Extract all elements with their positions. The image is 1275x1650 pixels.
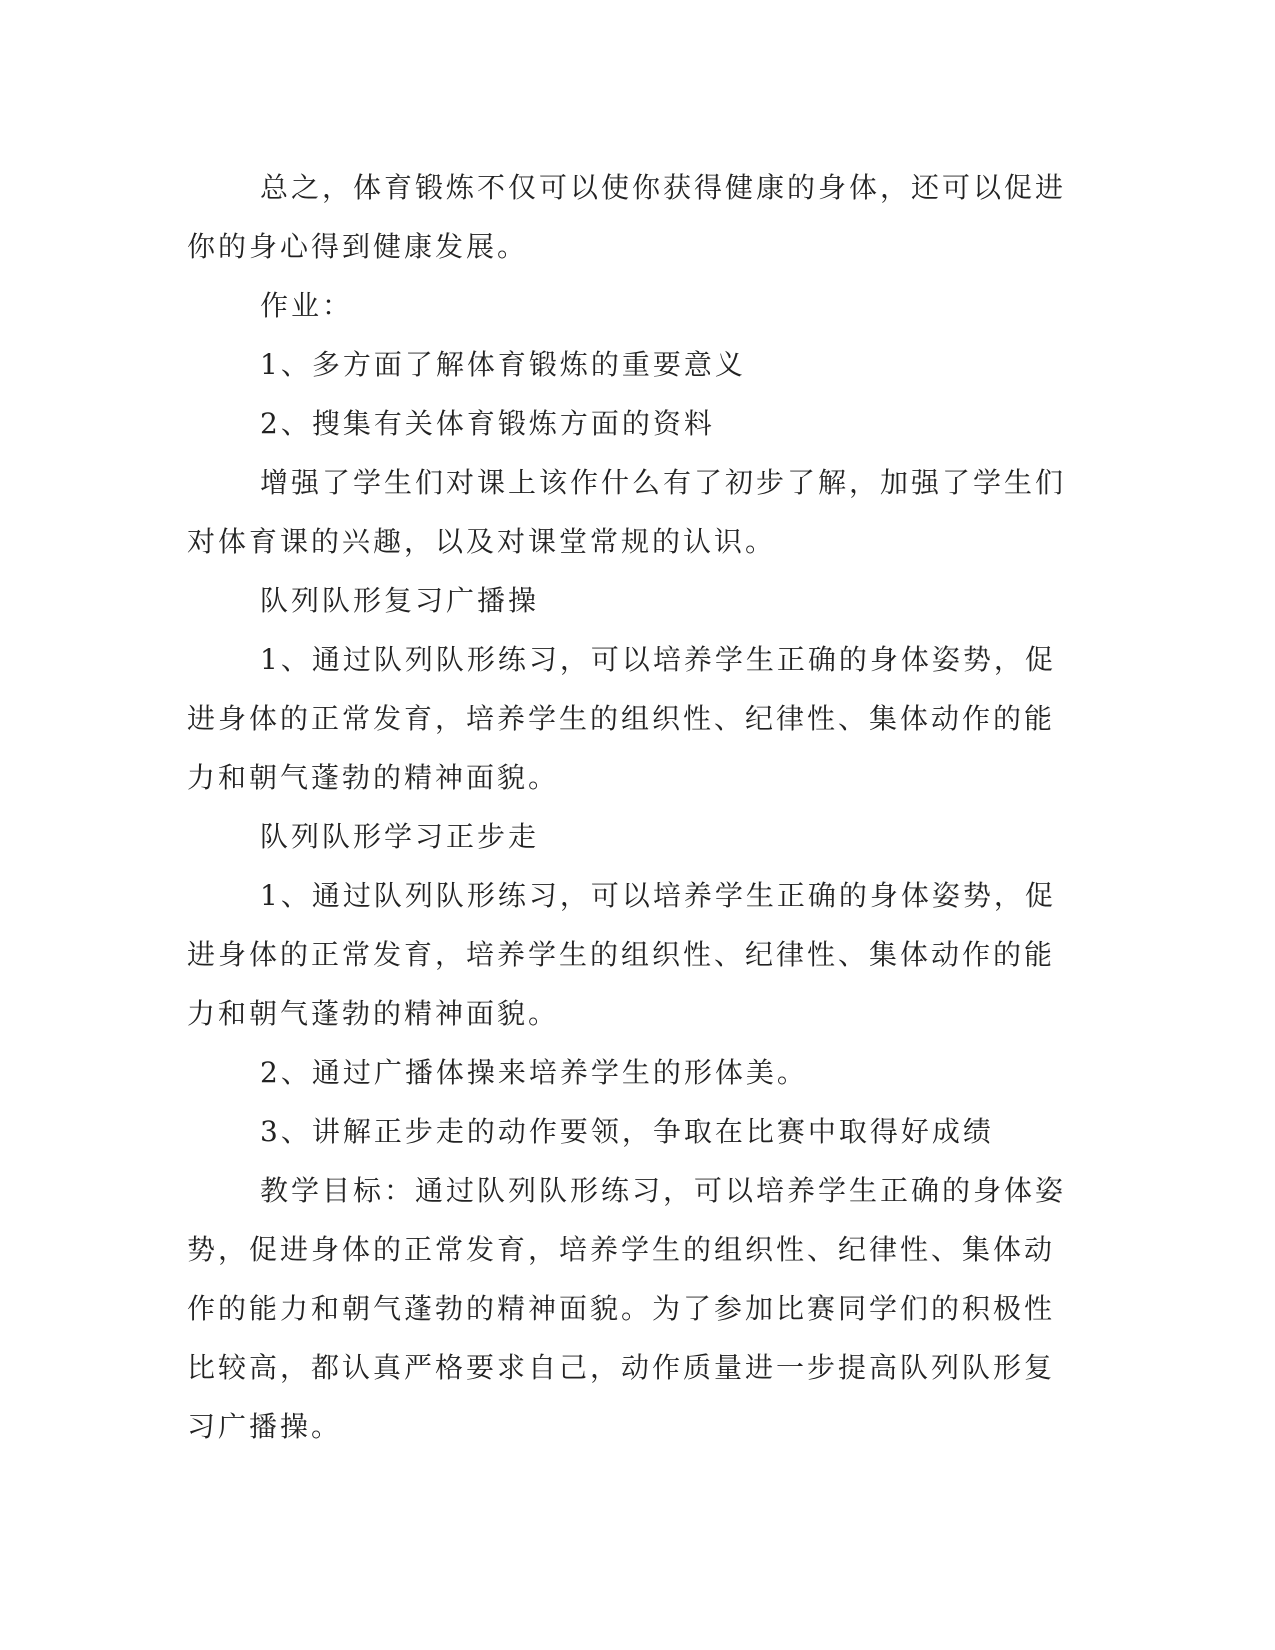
document-body bbox=[187, 158, 1072, 1456]
paragraph-teaching-goal: 教学目标：通过队列队形练习，可以培养学生正确的身体姿势，促进身体的正常发育，培养学生的组织性、纪律性、集体动作的能力和朝气蓬勃的精神面貌。为了参加比赛同学们的积极性比较高，都认真严格要求自己，动作质量进一步提高队列队形复习广播操。 bbox=[187, 1174, 1067, 1443]
paragraph-section-heading-march: 队列队形学习正步走 bbox=[260, 820, 540, 853]
paragraph-homework-item-2: 2、搜集有关体育锻炼方面的资料 bbox=[260, 407, 715, 440]
paragraph-review-item-1: 1、通过队列队形练习，可以培养学生正确的身体姿势，促进身体的正常发育，培养学生的组织性、纪律性、集体动作的能力和朝气蓬勃的精神面貌。 bbox=[187, 643, 1056, 794]
paragraph-march-item-1: 1、通过队列队形练习，可以培养学生正确的身体姿势，促进身体的正常发育，培养学生的组织性、纪律性、集体动作的能力和朝气蓬勃的精神面貌。 bbox=[187, 879, 1056, 1030]
paragraph-reflection: 增强了学生们对课上该作什么有了初步了解，加强了学生们对体育课的兴趣，以及对课堂常规的认识。 bbox=[187, 466, 1067, 558]
paragraph-homework-item-1: 1、多方面了解体育锻炼的重要意义 bbox=[260, 348, 746, 381]
paragraph-homework-heading: 作业： bbox=[260, 289, 354, 322]
paragraph-summary: 总之，体育锻炼不仅可以使你获得健康的身体，还可以促进你的身心得到健康发展。 bbox=[187, 171, 1067, 263]
paragraph-march-item-3: 3、讲解正步走的动作要领，争取在比赛中取得好成绩 bbox=[260, 1115, 994, 1148]
paragraph-march-item-2: 2、通过广播体操来培养学生的形体美。 bbox=[260, 1056, 808, 1089]
paragraph-section-heading-review: 队列队形复习广播操 bbox=[260, 584, 540, 617]
